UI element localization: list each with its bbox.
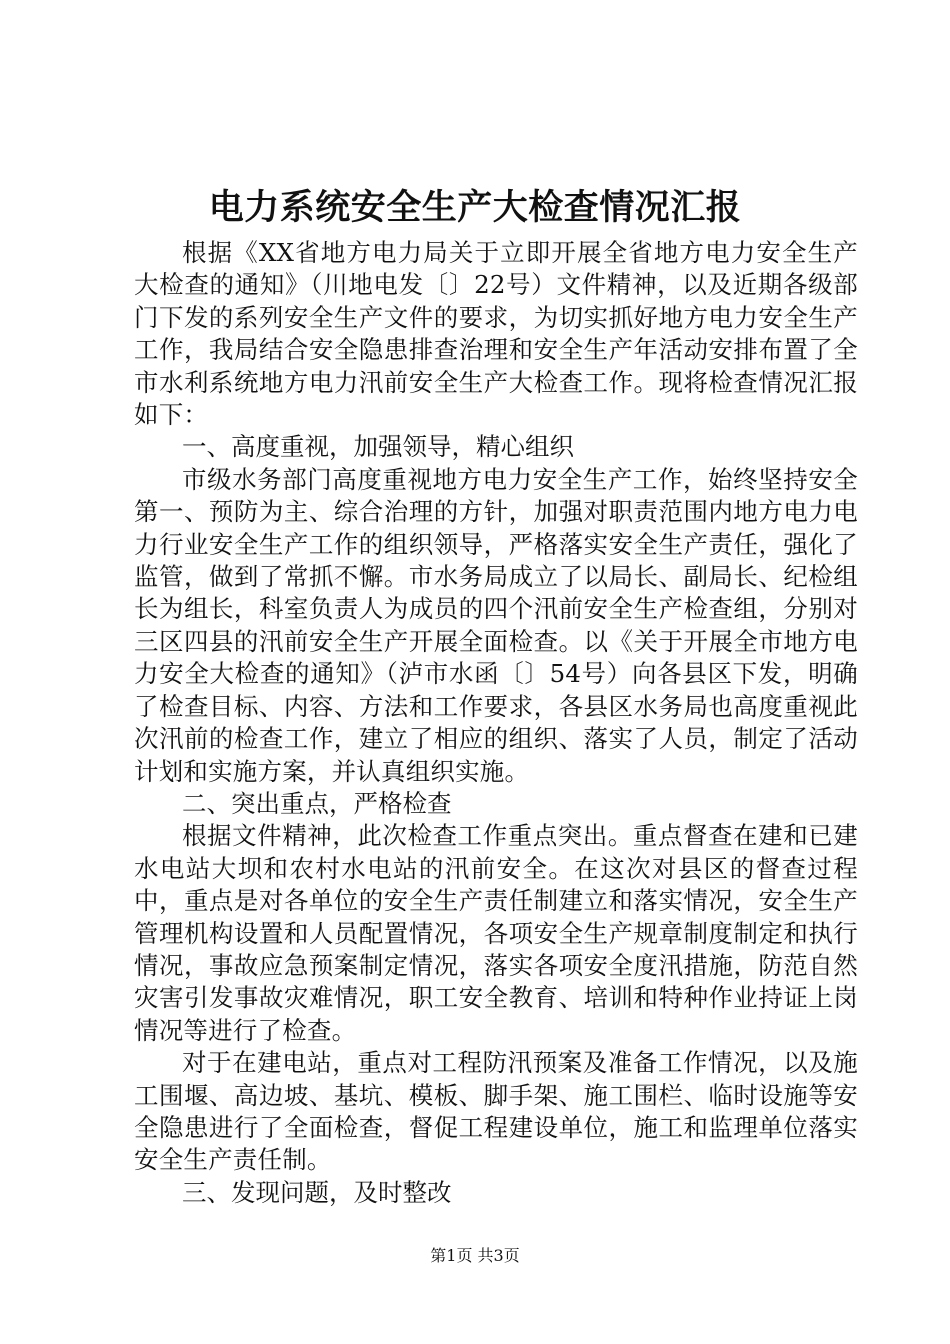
page-footer: 第1页 共3页 [430,1246,520,1265]
section-heading-1: 一、高度重视，加强领导，精心组织 [182,432,574,462]
section-1-paragraph: 市级水务部门高度重视地方电力安全生产工作，始终坚持安全第一、预防为主、综合治理的方针，加强对职责范围内地方电力电力行业安全生产工作的组织领导，严格落实安全生产责任，强化了监管，做到了常抓不懈。市水务局成立了以局长、副局长、纪检组长为组长，科室负责人为成员的四个汛前安全生产检查组，分别对三区四县的汛前安全生产开展全面检查。以《关于开展全市地方电力安全大检查的通知》（泸市水函〔〕54号）向各县区下发，明确了检查目标、内容、方法和工作要求，各县区水务局也高度重视此次汛前的检查工作，建立了相应的组织、落实了人员，制定了活动计划和实施方案，并认真组织实施。 [134,464,858,786]
section-2-paragraph-2: 对于在建电站，重点对工程防汛预案及准备工作情况，以及施工围堰、高边坡、基坑、模板、脚手架、施工围栏、临时设施等安全隐患进行了全面检查，督促工程建设单位，施工和监理单位落实安全生产责任制。 [134,1048,858,1175]
section-2-paragraph-1: 根据文件精神，此次检查工作重点突出。重点督查在建和已建水电站大坝和农村水电站的汛前安全。在这次对县区的督查过程中，重点是对各单位的安全生产责任制建立和落实情况，安全生产管理机构设置和人员配置情况，各项安全生产规章制度制定和执行情况，事故应急预案制定情况，落实各项安全度汛措施，防范自然灾害引发事故灾难情况，职工安全教育、培训和特种作业持证上岗情况等进行了检查。 [134,821,858,1045]
section-heading-3: 三、发现问题，及时整改 [182,1177,452,1207]
section-heading-2: 二、突出重点，严格检查 [182,788,452,818]
document-body [134,237,858,1209]
document-title: 电力系统安全生产大检查情况汇报 [208,187,742,228]
intro-paragraph: 根据《XX省地方电力局关于立即开展全省地方电力安全生产大检查的通知》（川地电发〔〕22号）文件精神，以及近期各级部门下发的系列安全生产文件的要求，为切实抓好地方电力安全生产工作，我局结合安全隐患排查治理和安全生产年活动安排布置了全市水利系统地方电力汛前安全生产大检查工作。现将检查情况汇报如下： [134,238,858,430]
